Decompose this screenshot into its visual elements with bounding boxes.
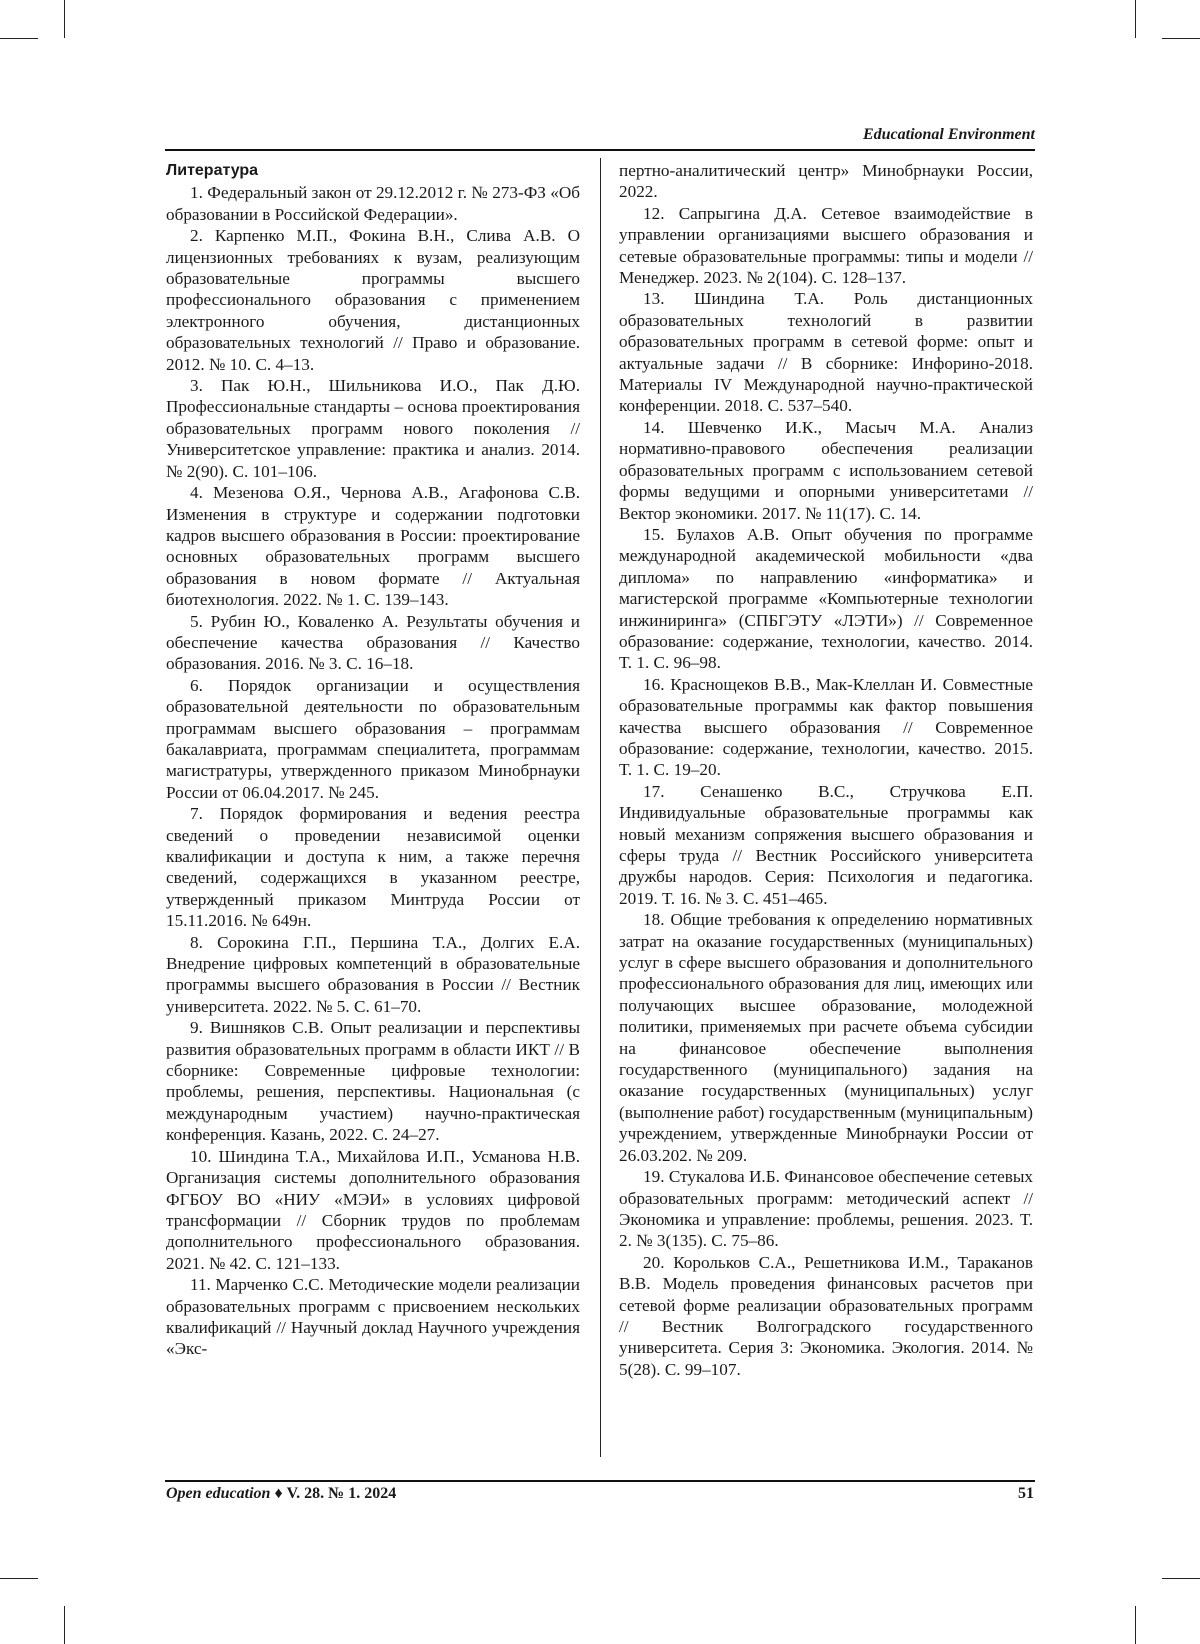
crop-mark	[1162, 1578, 1200, 1579]
footer-citation	[166, 1485, 396, 1503]
reference-item: 2. Карпенко М.П., Фокина В.Н., Слива А.В. О лицензионных требованиях к вузам, реализующим образовательные программы высшего профессионального образования с применением электронного обучения, дистанционных образовательных технологий // Право и образование. 2012. № 10. С. 4–13.	[166, 226, 580, 374]
crop-mark	[64, 1606, 65, 1644]
reference-item: 1. Федеральный закон от 29.12.2012 г. № 273-ФЗ «Об образовании в Российской Федерации».	[166, 183, 580, 224]
reference-item: 15. Булахов А.В. Опыт обучения по программе международной академической мобильности «два диплома» по направлению «информатика» и магистерской программе «Компьютерные технологии инжиниринга» (СПБГЭТУ «ЛЭТИ») // Современное образование: содержание, технологии, качество. 2014. Т. 1. С. 96–98.	[619, 524, 1033, 673]
reference-item: 4. Мезенова О.Я., Чернова А.В., Агафонова С.В. Изменения в структуре и содержании подготовки кадров высшего образования в России: проектирование основных образовательных программ высшего образования в новом формате // Актуальная биотехнология. 2022. № 1. С. 139–143.	[166, 483, 580, 610]
reference-item: 20. Корольков С.А., Решетникова И.М., Тараканов В.В. Модель проведения финансовых расчетов при сетевой форме реализации образовательных программ // Вестник Волгоградского государственного университета. Серия 3: Экономика. Экология. 2014. № 5(28). С. 99–107.	[619, 1252, 1033, 1379]
reference-item: 9. Вишняков С.В. Опыт реализации и перспективы развития образовательных программ в области ИКТ // В сборнике: Современные цифровые технологии: проблемы, решения, перспективы. Национальная (с международным участием) научно-практическая конференция. Казань, 2022. С. 24–27.	[166, 1018, 580, 1145]
reference-item: 10. Шиндина Т.А., Михайлова И.П., Усманова Н.В. Организация системы дополнительного образования ФГБОУ ВО «НИУ «МЭИ» в условиях цифровой трансформации // Сборник трудов по проблемам дополнительного профессионального образования. 2021. № 42. С. 121–133.	[166, 1146, 580, 1273]
crop-mark	[64, 0, 65, 38]
diamond-separator-icon: ♦	[274, 1485, 283, 1502]
crop-mark	[1162, 38, 1200, 39]
column-divider	[600, 158, 601, 1457]
reference-item: 13. Шиндина Т.А. Роль дистанционных образовательных технологий в развитии образовательных программ в сетевой форме: опыт и актуальные задачи // В сборнике: Инфорино-2018. Материалы IV Международной научно-практической конференции. 2018. С. 537–540.	[619, 289, 1033, 416]
footer-journal-name: Open education	[166, 1485, 271, 1502]
reference-item: 14. Шевченко И.К., Масыч М.А. Анализ нормативно-правового обеспечения реализации образовательных программ с использованием сетевой формы ведущими и опорными университетами // Вектор экономики. 2017. № 11(17). С. 14.	[619, 417, 1033, 523]
references-right-column	[619, 160, 1033, 1380]
reference-item: 16. Краснощеков В.В., Мак-Клеллан И. Совместные образовательные программы как фактор повышения качества высшего образования // Современное образование: содержание, технологии, качество. 2015. Т. 1. С. 19–20.	[619, 674, 1033, 780]
crop-mark	[0, 1578, 38, 1579]
reference-item: 17. Сенашенко В.С., Стручкова Е.П. Индивидуальные образовательные программы как новый механизм сопряжения высшего образования и сферы труда // Вестник Российского университета дружбы народов. Серия: Психология и педагогика. 2019. Т. 16. № 3. С. 451–465.	[619, 781, 1033, 908]
reference-item: 6. Порядок организации и осуществления образовательной деятельности по образовательным программам высшего образования – программам бакалавриата, программам специалитета, программам магистратуры, утвержденного приказом Минобрнауки России от 06.04.2017. № 245.	[166, 675, 580, 802]
reference-continuation: пертно-аналитический центр» Минобрнауки России, 2022.	[619, 161, 1033, 202]
reference-item: 3. Пак Ю.Н., Шильникова И.О., Пак Д.Ю. Профессиональные стандарты – основа проектирования образовательных программ нового поколения // Университетское управление: практика и анализ. 2014. № 2(90). С. 101–106.	[166, 376, 580, 481]
header-rule	[165, 149, 1035, 151]
reference-item: 12. Сапрыгина Д.А. Сетевое взаимодействие в управлении организациями высшего образования и сетевые образовательные программы: типы и модели // Менеджер. 2023. № 2(104). С. 128–137.	[619, 203, 1033, 288]
footer-volume: V. 28. № 1. 2024	[286, 1485, 397, 1502]
crop-mark	[0, 38, 38, 39]
reference-item: 19. Стукалова И.Б. Финансовое обеспечение сетевых образовательных программ: методический аспект // Экономика и управление: проблемы, решения. 2023. Т. 2. № 3(135). С. 75–86.	[619, 1167, 1033, 1251]
reference-item: 7. Порядок формирования и ведения реестра сведений о проведении независимой оценки квалификации и доступа к ним, а также перечня сведений, содержащихся в указанном реестре, утвержденный приказом Минтруда России от 15.11.2016. № 649н.	[166, 804, 580, 931]
running-head: Educational Environment	[862, 126, 1035, 143]
crop-mark	[1135, 0, 1136, 38]
references-heading: Литература	[166, 162, 259, 179]
footer-rule	[165, 1480, 1035, 1482]
reference-item: 11. Марченко С.С. Методические модели реализации образовательных программ с присвоением нескольких квалификаций // Научный доклад Научного учреждения «Экс-	[166, 1275, 580, 1359]
references-left-column	[166, 160, 580, 1360]
reference-item: 18. Общие требования к определению нормативных затрат на оказание государственных (муниципальных) услуг в сфере высшего образования и дополнительного профессионального образования для лиц, имеющих или получающих высшее образование, молодежной политики, применяемых при расчете объема субсидии на финансовое обеспечение выполнения государственного (муниципального) задания на оказание государственных (муниципальных) услуг (выполнение работ) государственным (муниципальным) учреждением, утвержденные Минобрнауки России от 26.03.202. № 209.	[619, 910, 1033, 1165]
page-number: 51	[1018, 1485, 1034, 1502]
crop-mark	[1135, 1606, 1136, 1644]
reference-item: 5. Рубин Ю., Коваленко А. Результаты обучения и обеспечение качества образования // Качество образования. 2016. № 3. С. 16–18.	[166, 611, 580, 674]
reference-item: 8. Сорокина Г.П., Першина Т.А., Долгих Е.А. Внедрение цифровых компетенций в образовательные программы высшего образования в России // Вестник университета. 2022. № 5. С. 61–70.	[166, 932, 580, 1016]
